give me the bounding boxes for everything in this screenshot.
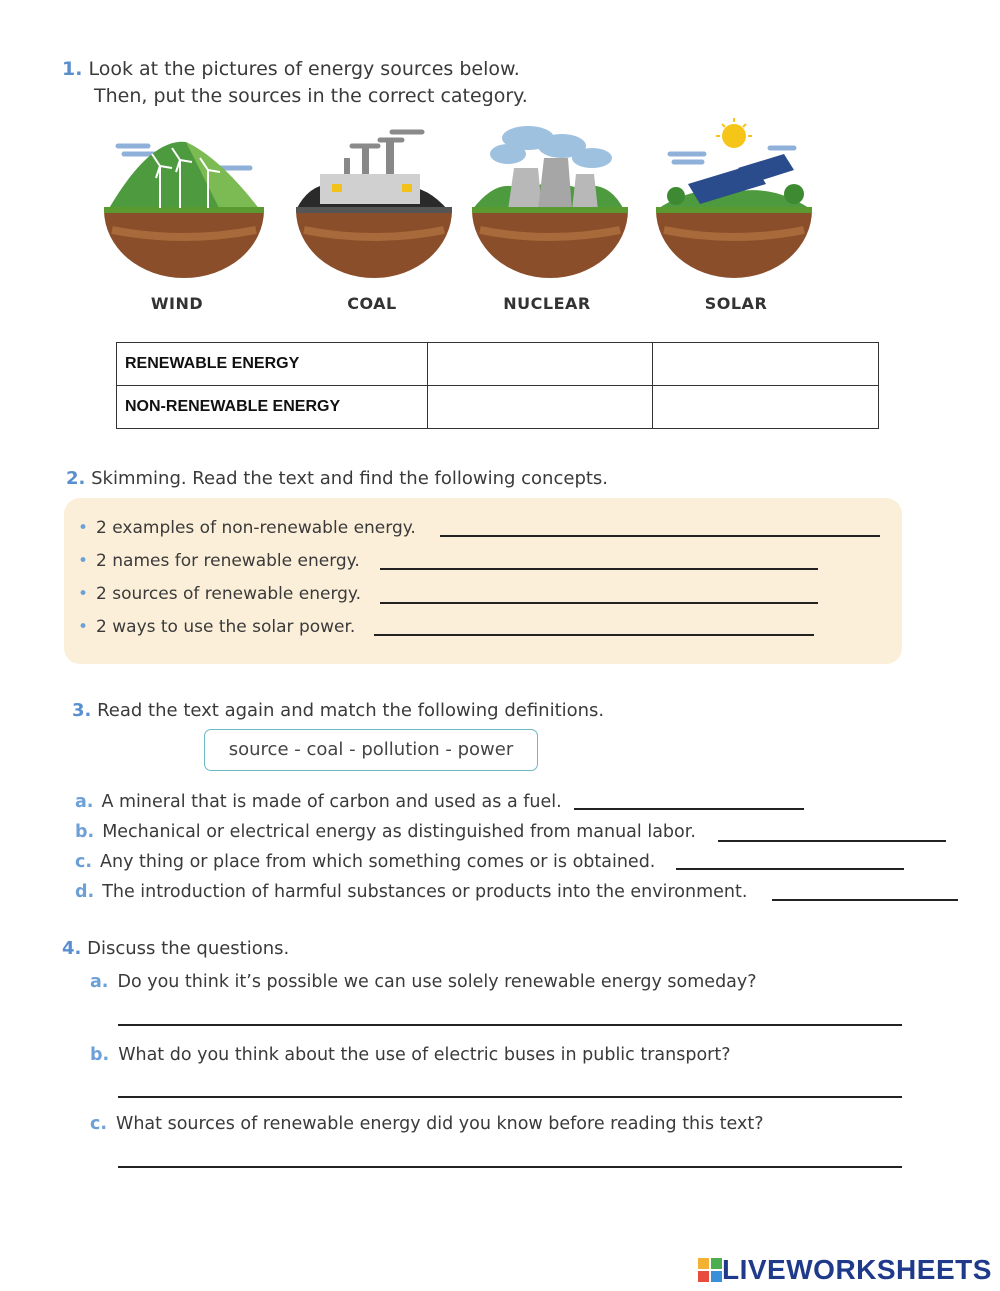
source-label-coal: COAL [347,294,397,313]
answer-line[interactable] [380,602,818,604]
answer-line[interactable] [676,868,904,870]
definition-item [75,822,696,842]
item-letter: b. [90,1045,110,1065]
solar-illustration [656,118,812,278]
source-label-nuclear: NUCLEAR [503,294,591,313]
list-item [78,551,360,571]
question-number: 1. [62,58,83,80]
energy-sources-illustration [100,118,820,288]
definition-item [75,852,655,872]
answer-line[interactable] [440,535,880,537]
item-letter: a. [90,972,109,992]
answer-line[interactable] [574,808,804,810]
answer-cell[interactable] [428,386,653,429]
question-text: What sources of renewable energy did you know before reading this text? [116,1114,764,1134]
blocks-icon [698,1258,722,1282]
table-row [117,386,879,429]
question-text: What do you think about the use of electric buses in public transport? [118,1045,731,1065]
liveworksheets-logo [698,1254,992,1286]
item-letter: a. [75,792,94,812]
definition-text: Any thing or place from which something comes or is obtained. [100,852,656,872]
question-number: 4. [62,938,82,959]
question-2-title [66,468,608,489]
question-3-title [72,700,604,721]
question-3-text: Read the text again and match the following definitions. [97,700,605,721]
item-letter: c. [75,852,93,872]
item-letter: d. [75,882,95,902]
row-label-renewable: RENEWABLE ENERGY [117,343,428,386]
answer-line[interactable] [772,899,958,901]
discussion-question [90,972,757,992]
bullet-icon: • [78,551,89,571]
logo-text: LIVEWORKSHEETS [722,1254,992,1285]
list-item-text: 2 sources of renewable energy. [96,584,361,604]
item-letter: b. [75,822,95,842]
answer-line[interactable] [380,568,818,570]
row-label-non-renewable: NON-RENEWABLE ENERGY [117,386,428,429]
answer-line[interactable] [718,840,946,842]
source-label-solar: SOLAR [704,294,768,313]
list-item [78,617,355,637]
list-item [78,518,416,538]
answer-line[interactable] [118,1166,902,1168]
answer-line[interactable] [118,1096,902,1098]
definition-text: Mechanical or electrical energy as distinguished from manual labor. [102,822,696,842]
question-text: Do you think it’s possible we can use solely renewable energy someday? [117,972,757,992]
definition-text: A mineral that is made of carbon and used as a fuel. [101,792,562,812]
list-item-text: 2 ways to use the solar power. [96,617,356,637]
question-4-title [62,938,289,959]
bullet-icon: • [78,584,89,604]
answer-cell[interactable] [653,343,879,386]
source-label-wind: WIND [150,294,204,313]
discussion-question [90,1114,764,1134]
nuclear-illustration [472,126,628,278]
question-4-text: Discuss the questions. [87,938,290,959]
question-1 [62,56,528,110]
question-number: 3. [72,700,92,721]
word-bank: source - coal - pollution - power [204,729,538,771]
list-item-text: 2 names for renewable energy. [96,551,360,571]
list-item-text: 2 examples of non-renewable energy. [96,518,416,538]
question-1-line2: Then, put the sources in the correct category. [94,85,528,107]
list-item [78,584,361,604]
bullet-icon: • [78,617,89,637]
definition-item [75,792,562,812]
question-1-line1: Look at the pictures of energy sources below. [88,58,520,80]
category-table [116,342,879,429]
definition-text: The introduction of harmful substances or products into the environment. [102,882,748,902]
question-2-text: Skimming. Read the text and find the following concepts. [91,468,609,489]
bullet-icon: • [78,518,89,538]
answer-line[interactable] [118,1024,902,1026]
answer-cell[interactable] [428,343,653,386]
answer-line[interactable] [374,634,814,636]
wind-illustration [104,142,264,278]
item-letter: c. [90,1114,108,1134]
answer-cell[interactable] [653,386,879,429]
table-row [117,343,879,386]
coal-illustration [296,132,452,278]
definition-item [75,882,747,902]
question-number: 2. [66,468,86,489]
discussion-question [90,1045,731,1065]
